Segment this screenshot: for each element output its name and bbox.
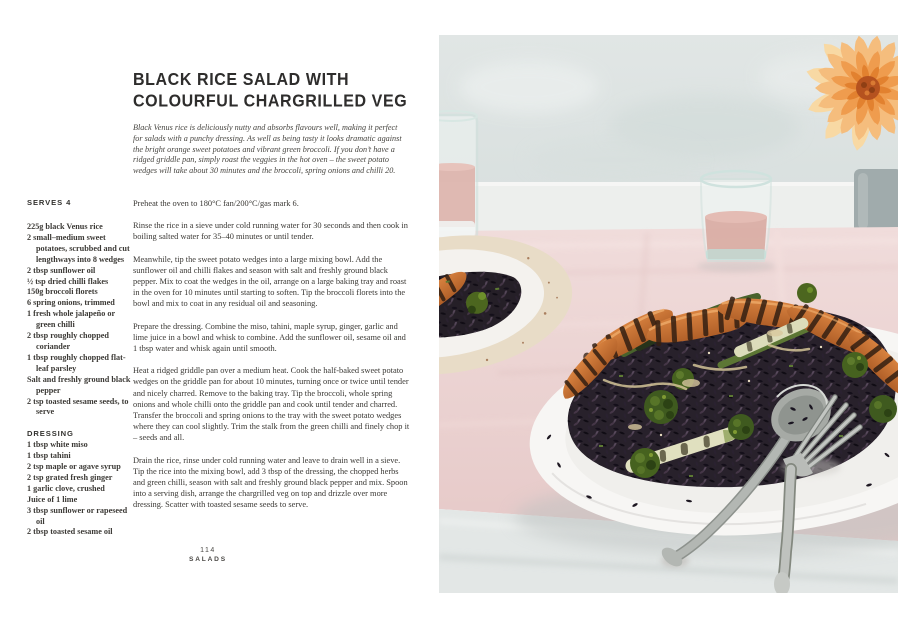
method-steps [133, 198, 412, 522]
recipe-title-line1: BLACK RICE SALAD WITH [133, 71, 350, 90]
main-ingredients [27, 222, 132, 418]
recipe-photo [439, 35, 898, 593]
dressing-label: DRESSING [27, 429, 74, 439]
page-footer [133, 547, 283, 563]
ingredient-item: 2 tsp grated fresh ginger [27, 472, 113, 482]
ingredient-item: 150g broccoli florets [27, 287, 98, 297]
ingredient-item: Salt and freshly ground black pepper [27, 374, 131, 395]
ingredient-item: 2 small–medium sweet potatoes, scrubbed and cut lengthways into 8 wedges [27, 232, 130, 264]
ingredient-item: 1 tbsp roughly chopped flat-leaf parsley [27, 352, 126, 373]
ingredient-item: 1 tbsp white miso [27, 440, 88, 450]
water-glass-centre [697, 171, 775, 272]
ingredient-item: 1 garlic clove, crushed [27, 483, 105, 493]
method-step: Heat a ridged griddle pan over a medium heat. Cook the half-baked sweet potato wedges on the griddle pan for about 10 minutes, turning once or twice until tender and nicely charred. Remove to the baking tray. Tip the broccoli, whole spring onions and whole chilli onto the griddle pan and cook until tender and charred. Transfer the broccoli and spring onions to the tray with the sweet potato wedges where they can cool slightly. Trim the stalk from the green chilli and finely chop it – seeds and all. [133, 366, 410, 443]
ingredient-item: 1 tbsp tahini [27, 451, 71, 461]
dressing-ingredients [27, 440, 132, 538]
ingredient-item: 6 spring onions, trimmed [27, 298, 115, 308]
ingredient-item: ½ tsp dried chilli flakes [27, 276, 109, 286]
ingredient-item: 2 tsp maple or agave syrup [27, 462, 121, 472]
method-step: Meanwhile, tip the sweet potato wedges into a large mixing bowl. Add the sunflower oil and chilli flakes and season with salt and freshly ground black pepper. Mix to coat the wedges in the oil, arrange on a large baking tray and roast in the oven for 10 minutes until starting to soften. Tip the broccoli florets into the bowl and mix to coat in any residual oil and seasoning. [133, 254, 407, 309]
ingredient-item: Juice of 1 lime [27, 494, 78, 504]
ingredient-item: 1 fresh whole jalapeño or green chilli [27, 309, 115, 330]
method-step: Prepare the dressing. Combine the miso, tahini, maple syrup, ginger, garlic and lime juice in a bowl and whisk to combine. Add the sunflower oil, sesame oil and 1 tbsp water and whisk again until smooth. [133, 321, 406, 354]
ingredient-item: 3 tbsp sunflower or rapeseed oil [27, 505, 128, 526]
recipe-title-line2: COLOURFUL CHARGRILLED VEG [133, 92, 408, 112]
method-step: Preheat the oven to 180°C fan/200°C/gas mark 6. [133, 199, 299, 208]
page-number: 114 [200, 547, 216, 554]
method-step: Rinse the rice in a sieve under cold running water for 30 seconds and then cook in boiling salted water for 35–40 minutes or until tender. [133, 221, 408, 242]
section-label: SALADS [189, 556, 227, 563]
water-glass-left [439, 111, 477, 239]
ingredient-list [27, 222, 132, 538]
recipe-title [133, 70, 407, 113]
ingredient-item: 225g black Venus rice [27, 222, 103, 231]
ingredient-item: 2 tsp toasted sesame seeds, to serve [27, 396, 129, 417]
ingredient-item: 2 tbsp toasted sesame oil [27, 527, 113, 537]
recipe-intro: Black Venus rice is deliciously nutty and absorbs flavours well, making it perfect for salads with a punchy dressing. As well as being tasty it looks dramatic against the bright orange sweet potatoes and vibrant green broccoli. If you don’t have a ridged griddle pan, simply roast the veggies in the hot oven – the sweet potato wedges will take about 30 minutes and the broccoli, spring onions and chilli 20. [133, 123, 402, 176]
vase [854, 169, 898, 233]
serves-label: SERVES 4 [27, 198, 72, 207]
method-step: Drain the rice, rinse under cold running water and leave to drain well in a sieve. Tip the rice into the mixing bowl, add 3 tbsp of the dressing, the chopped herbs and green chilli, season with salt and freshly ground black pepper and mix. Spoon into a serving dish, arrange the chargrilled veg on top and drizzle over more dressing. Scatter with toasted sesame seeds to serve. [133, 455, 408, 510]
ingredient-item: 2 tbsp roughly chopped coriander [27, 331, 109, 351]
ingredient-item: 2 tbsp sunflower oil [27, 265, 96, 275]
